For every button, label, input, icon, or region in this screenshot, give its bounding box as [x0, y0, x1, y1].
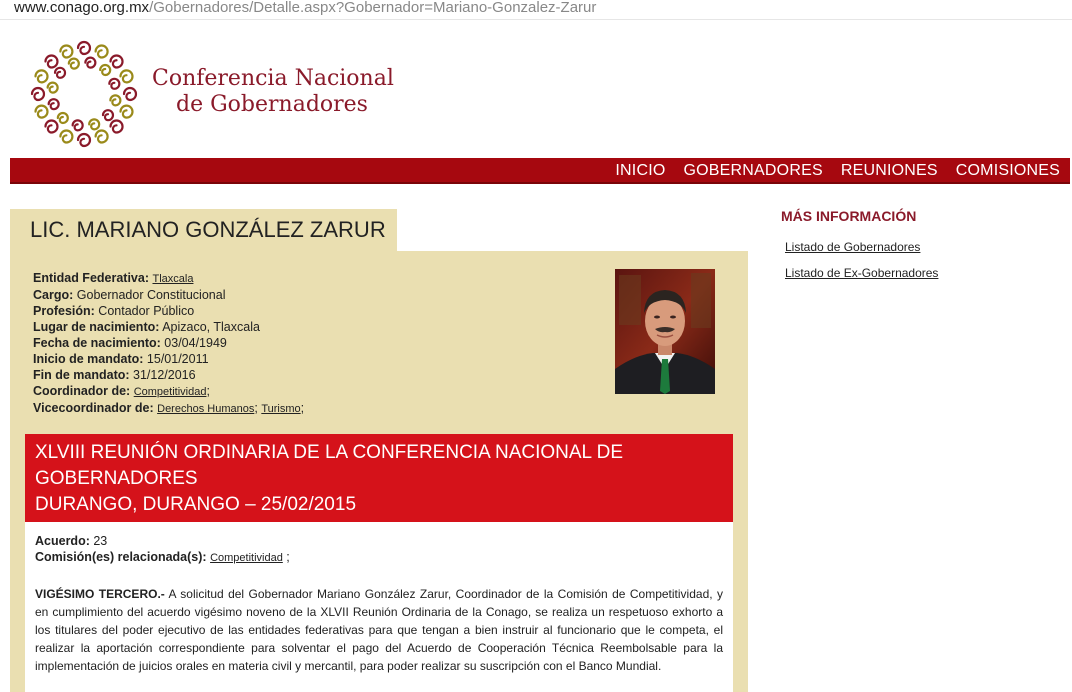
main-navbar: [10, 158, 1070, 184]
url-host: www.conago.org.mx: [14, 0, 150, 16]
acuerdo-value: 23: [93, 534, 108, 548]
acuerdo-label: Acuerdo:: [35, 534, 90, 548]
acuerdo-info: [35, 533, 290, 566]
entidad-link[interactable]: Tlaxcala: [152, 273, 194, 285]
brand-line-1: Conferencia Nacional: [152, 66, 394, 91]
profesion-value: Contador Público: [98, 304, 195, 318]
nav-item-reuniones[interactable]: REUNIONES: [840, 162, 938, 179]
acuerdo-lead: VIGÉSIMO TERCERO.-: [35, 587, 165, 601]
vicecoordinador-label: Vicecoordinador de:: [33, 401, 154, 415]
separator: ;: [254, 401, 258, 415]
sidebar-title: MÁS INFORMACIÓN: [781, 208, 917, 224]
url-text[interactable]: [14, 0, 596, 16]
comision-label: Comisión(es) relacionada(s):: [35, 550, 207, 564]
coordinador-label: Coordinador de:: [33, 384, 131, 398]
fin-label: Fin de mandato:: [33, 368, 130, 382]
fin-value: 31/12/2016: [133, 368, 196, 382]
brand-line-2: de Gobernadores: [176, 92, 368, 117]
vicecoordinador-link-turismo[interactable]: Turismo: [261, 403, 301, 415]
coordinador-link[interactable]: Competitividad: [133, 386, 207, 398]
governor-name: LIC. MARIANO GONZÁLEZ ZARUR: [30, 217, 386, 242]
cargo-value: Gobernador Constitucional: [76, 288, 226, 302]
sidebar-link-gobernadores[interactable]: Listado de Gobernadores: [785, 240, 921, 254]
governor-info: [33, 270, 304, 417]
acuerdo-text: A solicitud del Gobernador Mariano González Zarur, Coordinador de la Comisión de Competitividad, y en cumplimiento del acuerdo vigésimo noveno de la XLVII Reunión Ordinaria de la Conago, se realiza un respetuoso exhorto a los titulares del poder ejecutivo de las entidades federativas para que tengan a bien instruir al funcionario que le competa, el realizar la aportación correspondiente para solventar el pago del Acuerdo de Cooperación Técnica Reembolsable para la implementación de juicios orales en materia civil y mercantil, para poder realizar su suscripción con el Banco Mundial.: [35, 587, 724, 673]
meeting-title-line-1: XLVIII REUNIÓN ORDINARIA DE LA CONFERENCIA NACIONAL DE: [35, 442, 624, 463]
acuerdo-paragraph: [35, 585, 723, 675]
nav-item-comisiones[interactable]: COMISIONES: [955, 162, 1060, 179]
separator: ;: [300, 401, 305, 415]
cargo-label: Cargo:: [33, 288, 74, 302]
nav-menu: [597, 158, 1060, 184]
meeting-title-line-2: GOBERNADORES: [35, 468, 198, 489]
meeting-title: [35, 440, 623, 518]
inicio-label: Inicio de mandato:: [33, 352, 144, 366]
fecha-value: 03/04/1949: [164, 336, 227, 350]
lugar-value: Apizaco, Tlaxcala: [162, 320, 260, 334]
comision-link[interactable]: Competitividad: [210, 552, 283, 564]
meeting-title-line-3: DURANGO, DURANGO – 25/02/2015: [35, 494, 357, 515]
fecha-label: Fecha de nacimiento:: [33, 336, 161, 350]
nav-item-inicio[interactable]: INICIO: [615, 162, 666, 179]
governor-portrait: [615, 269, 715, 394]
comision-separator: ;: [282, 550, 290, 564]
vicecoordinador-link-derechos[interactable]: Derechos Humanos: [157, 403, 255, 415]
nav-item-gobernadores[interactable]: GOBERNADORES: [683, 162, 823, 179]
inicio-value: 15/01/2011: [146, 352, 209, 366]
separator: ;: [206, 384, 210, 398]
browser-url-bar[interactable]: [0, 0, 1072, 20]
lugar-label: Lugar de nacimiento:: [33, 320, 160, 334]
site-brand[interactable]: [152, 66, 394, 118]
governor-name-tab: [10, 209, 397, 252]
meeting-header: [25, 434, 733, 522]
url-path: /Gobernadores/Detalle.aspx?Gobernador=Mariano-Gonzalez-Zarur: [149, 0, 597, 16]
entidad-label: Entidad Federativa:: [33, 271, 149, 285]
sidebar-link-ex-gobernadores[interactable]: Listado de Ex-Gobernadores: [785, 266, 939, 280]
profesion-label: Profesión:: [33, 304, 95, 318]
conago-spiral-logo-icon[interactable]: [28, 38, 140, 150]
